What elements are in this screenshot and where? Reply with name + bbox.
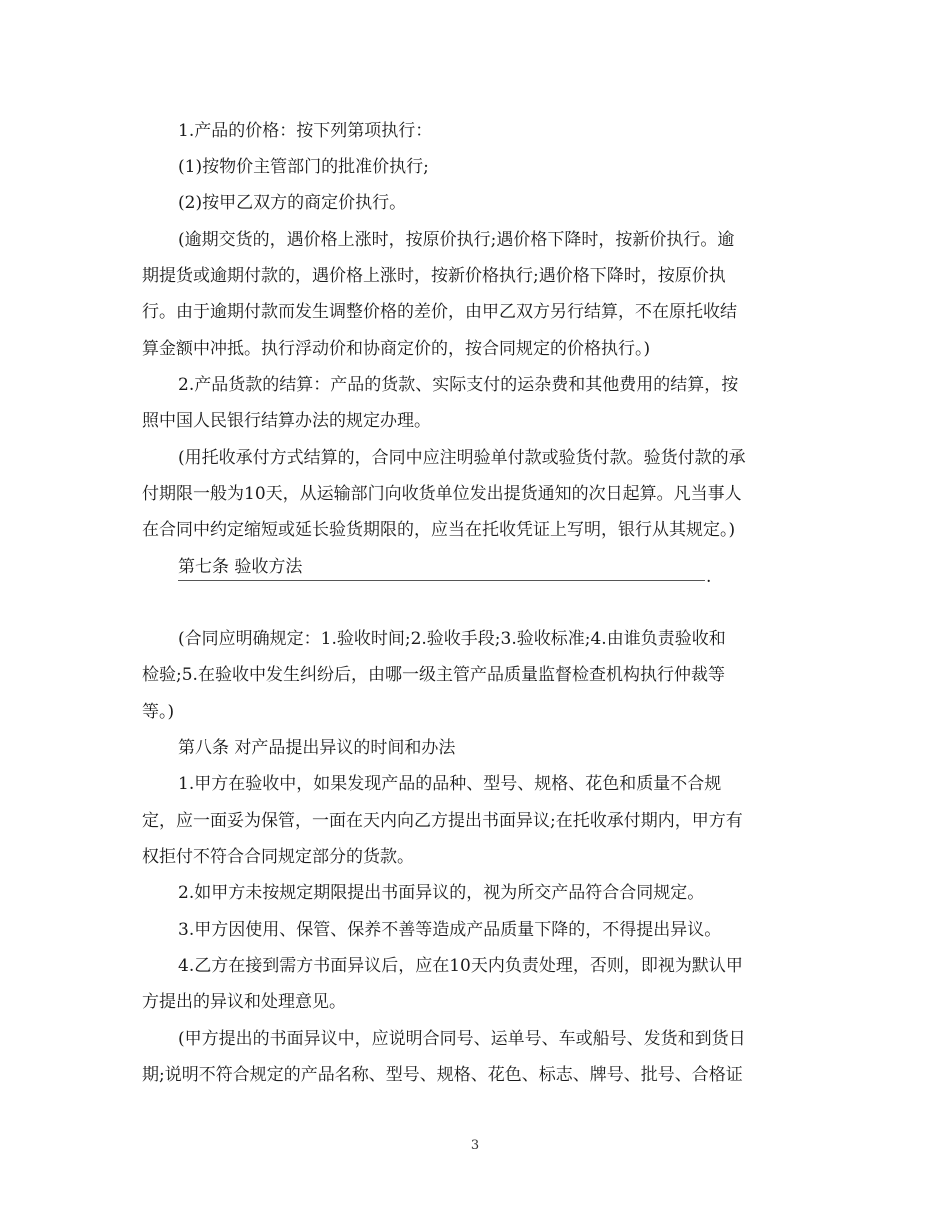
collection-note-line-3: 在合同中约定缩短或延长验货期限的，应当在托收凭证上写明，银行从其规定。) xyxy=(142,520,736,540)
price-option-1-line: (1)按物价主管部门的批准价执行; xyxy=(178,157,429,177)
overdue-note-line-4: 算金额中冲抵。执行浮动价和协商定价的，按合同规定的价格执行。) xyxy=(142,339,651,359)
settlement-clause-line-1: 2.产品货款的结算：产品的货款、实际支付的运杂费和其他费用的结算，按 xyxy=(178,375,739,395)
objection-item-4-line-2: 方提出的异议和处理意见。 xyxy=(142,992,346,1012)
objection-item-3-line: 3.甲方因使用、保管、保养不善等造成产品质量下降的，不得提出异议。 xyxy=(178,920,722,940)
objection-item-1-line-1: 1.甲方在验收中，如果发现产品的品种、型号、规格、花色和质量不合规 xyxy=(178,774,722,794)
objection-item-4-line-1: 4.乙方在接到需方书面异议后，应在10天内负责处理，否则，即视为默认甲 xyxy=(178,956,743,976)
blank-fill-line xyxy=(178,580,705,581)
inspection-note-line-3: 等。) xyxy=(142,702,175,722)
objection-note-line-1: (甲方提出的书面异议中，应说明合同号、运单号、车或船号、发货和到货日 xyxy=(178,1029,746,1049)
settlement-clause-line-2: 照中国人民银行结算办法的规定办理。 xyxy=(142,411,431,431)
inspection-note-line-1: (合同应明确规定：1.验收时间;2.验收手段;3.验收标准;4.由谁负责验收和 xyxy=(178,629,726,649)
objection-item-2-line: 2.如甲方未按规定期限提出书面异议的，视为所交产品符合合同规定。 xyxy=(178,883,705,903)
page-number: 3 xyxy=(470,1138,480,1153)
overdue-note-line-2: 期提货或逾期付款的，遇价格上涨时，按新价格执行;遇价格下降时，按原价执 xyxy=(142,266,726,286)
inspection-note-line-2: 检验;5.在验收中发生纠纷后，由哪一级主管产品质量监督检查机构执行仲裁等 xyxy=(142,665,725,685)
objection-item-1-line-3: 权拒付不符合合同规定部分的货款。 xyxy=(142,847,414,867)
article-7-heading: 第七条 验收方法 xyxy=(178,557,303,577)
objection-item-1-line-2: 定，应一面妥为保管，一面在天内向乙方提出书面异议;在托收承付期内，甲方有 xyxy=(142,811,743,831)
article-8-heading: 第八条 对产品提出异议的时间和办法 xyxy=(178,738,456,758)
price-option-2-line: (2)按甲乙双方的商定价执行。 xyxy=(178,193,407,213)
overdue-note-line-1: (逾期交货的，遇价格上涨时，按原价执行;遇价格下降时，按新价执行。逾 xyxy=(178,230,735,250)
objection-note-line-2: 期;说明不符合规定的产品名称、型号、规格、花色、标志、牌号、批号、合格证 xyxy=(142,1065,743,1085)
blank-fill-period: . xyxy=(706,567,712,587)
price-clause-line: 1.产品的价格：按下列第项执行： xyxy=(178,121,433,141)
collection-note-line-2: 付期限一般为10天，从运输部门向收货单位发出提货通知的次日起算。凡当事人 xyxy=(142,484,742,504)
collection-note-line-1: (用托收承付方式结算的，合同中应注明验单付款或验货付款。验货付款的承 xyxy=(178,448,746,468)
overdue-note-line-3: 行。由于逾期付款而发生调整价格的差价，由甲乙双方另行结算，不在原托收结 xyxy=(142,302,737,322)
